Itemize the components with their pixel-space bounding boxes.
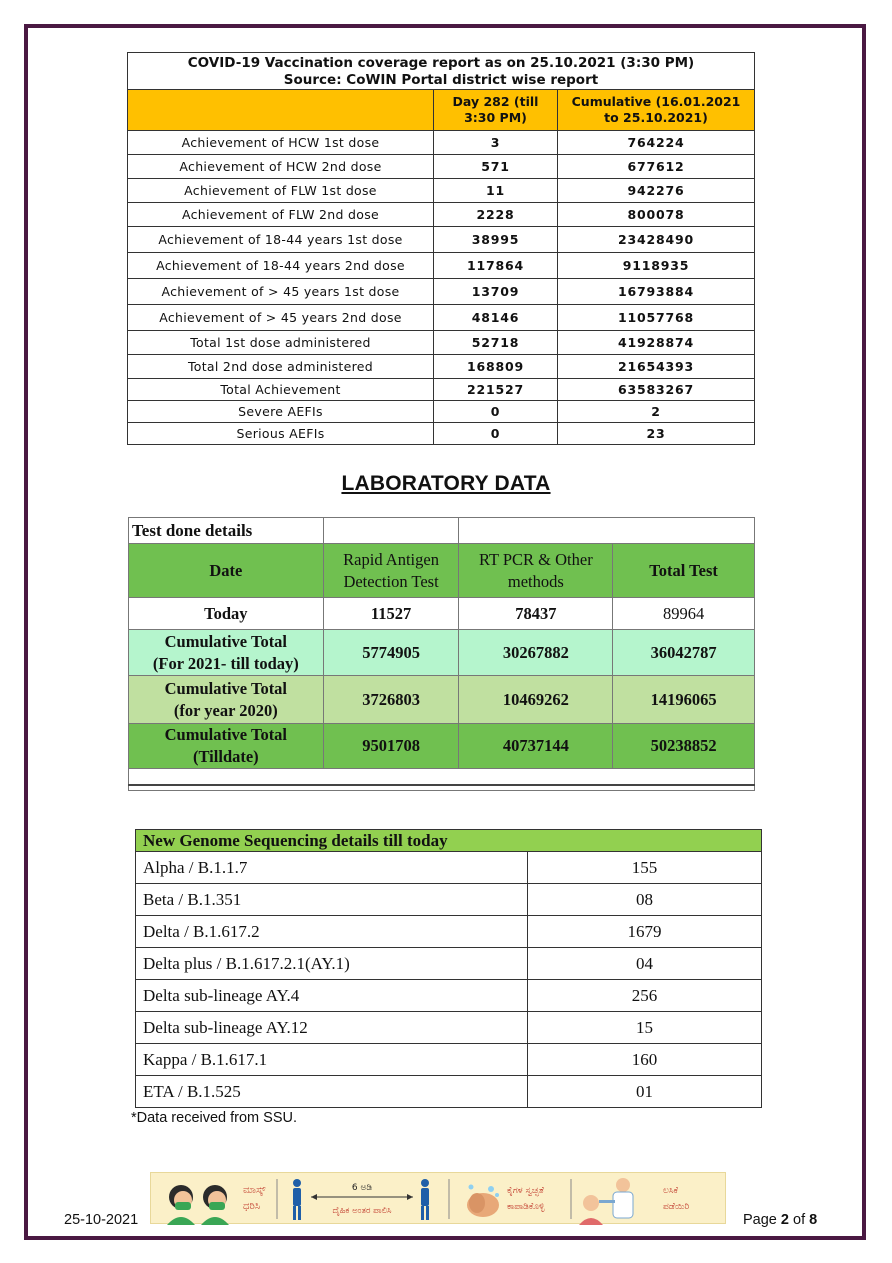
lab-header-rtpcr bbox=[459, 544, 613, 598]
genome-variant-name: Delta / B.1.617.2 bbox=[136, 916, 528, 948]
genome-body bbox=[136, 852, 762, 1108]
lab-row-label-line-2: (for year 2020) bbox=[173, 700, 278, 720]
hand-wash-icon bbox=[467, 1185, 499, 1218]
genome-variant-count: 08 bbox=[528, 884, 762, 916]
lab-header-rapid bbox=[323, 544, 459, 598]
lab-row-empty bbox=[129, 769, 755, 791]
vaccination-cumulative-value: 2 bbox=[558, 401, 755, 423]
vaccination-day-value: 117864 bbox=[434, 253, 558, 279]
lab-header-rapid-line-2: Detection Test bbox=[343, 571, 439, 591]
vaccination-body bbox=[128, 131, 755, 445]
vaccination-row bbox=[128, 155, 755, 179]
vaccination-day-value: 0 bbox=[434, 401, 558, 423]
vaccination-row bbox=[128, 279, 755, 305]
banner-vaccine-line-1: ಲಸಿಕೆ bbox=[663, 1186, 679, 1196]
genome-variant-count: 256 bbox=[528, 980, 762, 1012]
genome-variant-name: Delta sub-lineage AY.4 bbox=[136, 980, 528, 1012]
header-day-line-2: 3:30 PM) bbox=[464, 110, 527, 125]
vaccination-header-blank bbox=[128, 90, 434, 131]
vaccination-row bbox=[128, 131, 755, 155]
lab-rapid-value: 9501708 bbox=[323, 724, 459, 769]
lab-divider bbox=[128, 784, 755, 786]
lab-table bbox=[128, 517, 755, 791]
lab-row-label-line-1: Cumulative Total bbox=[164, 725, 288, 744]
vaccination-row-label: Achievement of > 45 years 1st dose bbox=[128, 279, 434, 305]
vaccination-day-value: 48146 bbox=[434, 305, 558, 331]
vaccination-day-value: 11 bbox=[434, 179, 558, 203]
genome-row bbox=[136, 980, 762, 1012]
banner-wash-line-2: ಕಾಪಾಡಿಕೊಳ್ಳಿ bbox=[507, 1202, 545, 1212]
lab-row-label bbox=[129, 676, 324, 724]
vaccination-row bbox=[128, 423, 755, 445]
vaccination-row bbox=[128, 305, 755, 331]
lab-total-value: 36042787 bbox=[613, 630, 755, 676]
vaccination-row-label: Total Achievement bbox=[128, 379, 434, 401]
vaccination-row-label: Achievement of 18-44 years 1st dose bbox=[128, 227, 434, 253]
lab-row-cumulative-tilldate bbox=[129, 724, 755, 769]
vaccination-row-label: Achievement of FLW 2nd dose bbox=[128, 203, 434, 227]
vaccination-row-label: Total 1st dose administered bbox=[128, 331, 434, 355]
vaccination-row bbox=[128, 203, 755, 227]
lab-rtpcr-value: 30267882 bbox=[459, 630, 613, 676]
genome-variant-name: Beta / B.1.351 bbox=[136, 884, 528, 916]
lab-row-label-line-1: Cumulative Total bbox=[164, 678, 288, 698]
vaccination-cumulative-value: 942276 bbox=[558, 179, 755, 203]
banner-distance-bottom: ದೈಹಿಕ ಅಂತರ ಪಾಲಿಸಿ bbox=[332, 1206, 392, 1216]
footer-date: 25-10-2021 bbox=[64, 1212, 139, 1228]
vaccination-cumulative-value: 21654393 bbox=[558, 355, 755, 379]
vaccination-day-value: 52718 bbox=[434, 331, 558, 355]
lab-header-rtpcr-line-1: RT PCR & Other bbox=[478, 549, 593, 569]
vaccination-table bbox=[127, 52, 755, 445]
lab-caption-blank bbox=[323, 518, 459, 544]
genome-variant-count: 1679 bbox=[528, 916, 762, 948]
vaccination-day-value: 0 bbox=[434, 423, 558, 445]
lab-row-today bbox=[129, 598, 755, 630]
vaccine-icon bbox=[579, 1178, 633, 1225]
genome-variant-count: 01 bbox=[528, 1076, 762, 1108]
genome-row bbox=[136, 1076, 762, 1108]
banner-wash-line-1: ಕೈಗಳ ಸ್ವಚ್ಛತೆ bbox=[507, 1186, 544, 1196]
vaccination-header-cumulative bbox=[558, 90, 755, 131]
vaccination-cumulative-value: 764224 bbox=[558, 131, 755, 155]
genome-variant-count: 155 bbox=[528, 852, 762, 884]
vaccination-row-label: Achievement of 18-44 years 2nd dose bbox=[128, 253, 434, 279]
vaccination-row bbox=[128, 379, 755, 401]
vaccination-day-value: 13709 bbox=[434, 279, 558, 305]
lab-row-label-line-2: (For 2021- till today) bbox=[152, 653, 299, 673]
lab-row-cumulative-2020 bbox=[129, 676, 755, 724]
vaccination-cumulative-value: 16793884 bbox=[558, 279, 755, 305]
vaccination-row-label: Achievement of FLW 1st dose bbox=[128, 179, 434, 203]
header-cumulative-line-2: to 25.10.2021) bbox=[604, 110, 708, 125]
lab-header-rtpcr-line-2: methods bbox=[507, 571, 564, 591]
genome-variant-name: Delta plus / B.1.617.2.1(AY.1) bbox=[136, 948, 528, 980]
banner-distance-top: 6 ಅಡಿ bbox=[351, 1183, 373, 1193]
banner-mask-line-2: ಧರಿಸಿ bbox=[243, 1201, 261, 1212]
lab-total-value: 50238852 bbox=[613, 724, 755, 769]
lab-row-cumulative-2021 bbox=[129, 630, 755, 676]
vaccination-cumulative-value: 23428490 bbox=[558, 227, 755, 253]
genome-variant-name: ETA / B.1.525 bbox=[136, 1076, 528, 1108]
lab-rapid-value: 3726803 bbox=[323, 676, 459, 724]
page-total: 8 bbox=[809, 1212, 818, 1228]
vaccination-cumulative-value: 9118935 bbox=[558, 253, 755, 279]
genome-variant-count: 15 bbox=[528, 1012, 762, 1044]
mask-people-icon bbox=[167, 1185, 229, 1225]
lab-row-label-line-2: (Tilldate) bbox=[192, 747, 259, 766]
header-day-line-1: Day 282 (till bbox=[452, 94, 539, 109]
genome-row bbox=[136, 948, 762, 980]
genome-row bbox=[136, 916, 762, 948]
genome-header: New Genome Sequencing details till today bbox=[136, 830, 762, 852]
lab-rtpcr-value: 40737144 bbox=[459, 724, 613, 769]
lab-title: LABORATORY DATA bbox=[341, 472, 551, 495]
vaccination-row-label: Achievement of HCW 1st dose bbox=[128, 131, 434, 155]
vaccination-row bbox=[128, 227, 755, 253]
vaccination-day-value: 168809 bbox=[434, 355, 558, 379]
page-current: 2 bbox=[780, 1212, 789, 1228]
lab-total-value: 89964 bbox=[613, 598, 755, 630]
vaccination-cumulative-value: 63583267 bbox=[558, 379, 755, 401]
lab-header-rapid-line-1: Rapid Antigen bbox=[343, 549, 439, 569]
vaccination-cumulative-value: 800078 bbox=[558, 203, 755, 227]
lab-row-label-line-1: Cumulative Total bbox=[164, 631, 288, 651]
banner-mask-line-1: ಮಾಸ್ಕ್ bbox=[243, 1185, 266, 1196]
vaccination-day-value: 3 bbox=[434, 131, 558, 155]
lab-total-value: 14196065 bbox=[613, 676, 755, 724]
lab-header-total: Total Test bbox=[613, 544, 755, 598]
covid-awareness-banner bbox=[150, 1172, 726, 1224]
lab-row-label bbox=[129, 724, 324, 769]
genome-row bbox=[136, 1012, 762, 1044]
lab-rtpcr-value: 10469262 bbox=[459, 676, 613, 724]
vaccination-day-value: 571 bbox=[434, 155, 558, 179]
page-mid: of bbox=[788, 1212, 810, 1228]
lab-header-date: Date bbox=[129, 544, 324, 598]
vaccination-day-value: 38995 bbox=[434, 227, 558, 253]
vaccination-cumulative-value: 41928874 bbox=[558, 331, 755, 355]
vaccination-header-day bbox=[434, 90, 558, 131]
vaccination-row bbox=[128, 331, 755, 355]
vaccination-row bbox=[128, 179, 755, 203]
genome-variant-count: 160 bbox=[528, 1044, 762, 1076]
genome-variant-name: Delta sub-lineage AY.12 bbox=[136, 1012, 528, 1044]
genome-row bbox=[136, 852, 762, 884]
vaccination-day-value: 2228 bbox=[434, 203, 558, 227]
lab-empty-cell bbox=[129, 769, 755, 791]
vaccination-row-label: Serious AEFIs bbox=[128, 423, 434, 445]
genome-row bbox=[136, 1044, 762, 1076]
vaccination-source: Source: CoWIN Portal district wise report bbox=[128, 72, 755, 90]
vaccination-row bbox=[128, 355, 755, 379]
lab-rtpcr-value: 78437 bbox=[459, 598, 613, 630]
lab-row-label: Today bbox=[129, 598, 324, 630]
lab-header-row bbox=[129, 544, 755, 598]
vaccination-row bbox=[128, 401, 755, 423]
lab-caption-blank-2 bbox=[459, 518, 755, 544]
vaccination-row-label: Achievement of > 45 years 2nd dose bbox=[128, 305, 434, 331]
page-prefix: Page bbox=[743, 1212, 781, 1228]
vaccination-row-label: Severe AEFIs bbox=[128, 401, 434, 423]
vaccination-day-value: 221527 bbox=[434, 379, 558, 401]
lab-caption: Test done details bbox=[129, 518, 324, 544]
lab-rapid-value: 11527 bbox=[323, 598, 459, 630]
lab-row-label bbox=[129, 630, 324, 676]
vaccination-row-label: Total 2nd dose administered bbox=[128, 355, 434, 379]
genome-table bbox=[135, 829, 762, 1108]
genome-variant-name: Kappa / B.1.617.1 bbox=[136, 1044, 528, 1076]
lab-rapid-value: 5774905 bbox=[323, 630, 459, 676]
vaccination-cumulative-value: 23 bbox=[558, 423, 755, 445]
vaccination-cumulative-value: 11057768 bbox=[558, 305, 755, 331]
vaccination-cumulative-value: 677612 bbox=[558, 155, 755, 179]
header-cumulative-line-1: Cumulative (16.01.2021 bbox=[571, 94, 741, 109]
vaccination-header-row bbox=[128, 90, 755, 131]
vaccination-row-label: Achievement of HCW 2nd dose bbox=[128, 155, 434, 179]
footer-page-number bbox=[743, 1212, 817, 1228]
genome-variant-name: Alpha / B.1.1.7 bbox=[136, 852, 528, 884]
vaccination-row bbox=[128, 253, 755, 279]
banner-vaccine-line-2: ಪಡೆಯಿರಿ bbox=[663, 1202, 690, 1212]
banner-graphic bbox=[151, 1173, 727, 1225]
genome-variant-count: 04 bbox=[528, 948, 762, 980]
genome-row bbox=[136, 884, 762, 916]
vaccination-title: COVID-19 Vaccination coverage report as on 25.10.2021 (3:30 PM) bbox=[128, 53, 755, 73]
genome-footnote: *Data received from SSU. bbox=[131, 1110, 298, 1126]
